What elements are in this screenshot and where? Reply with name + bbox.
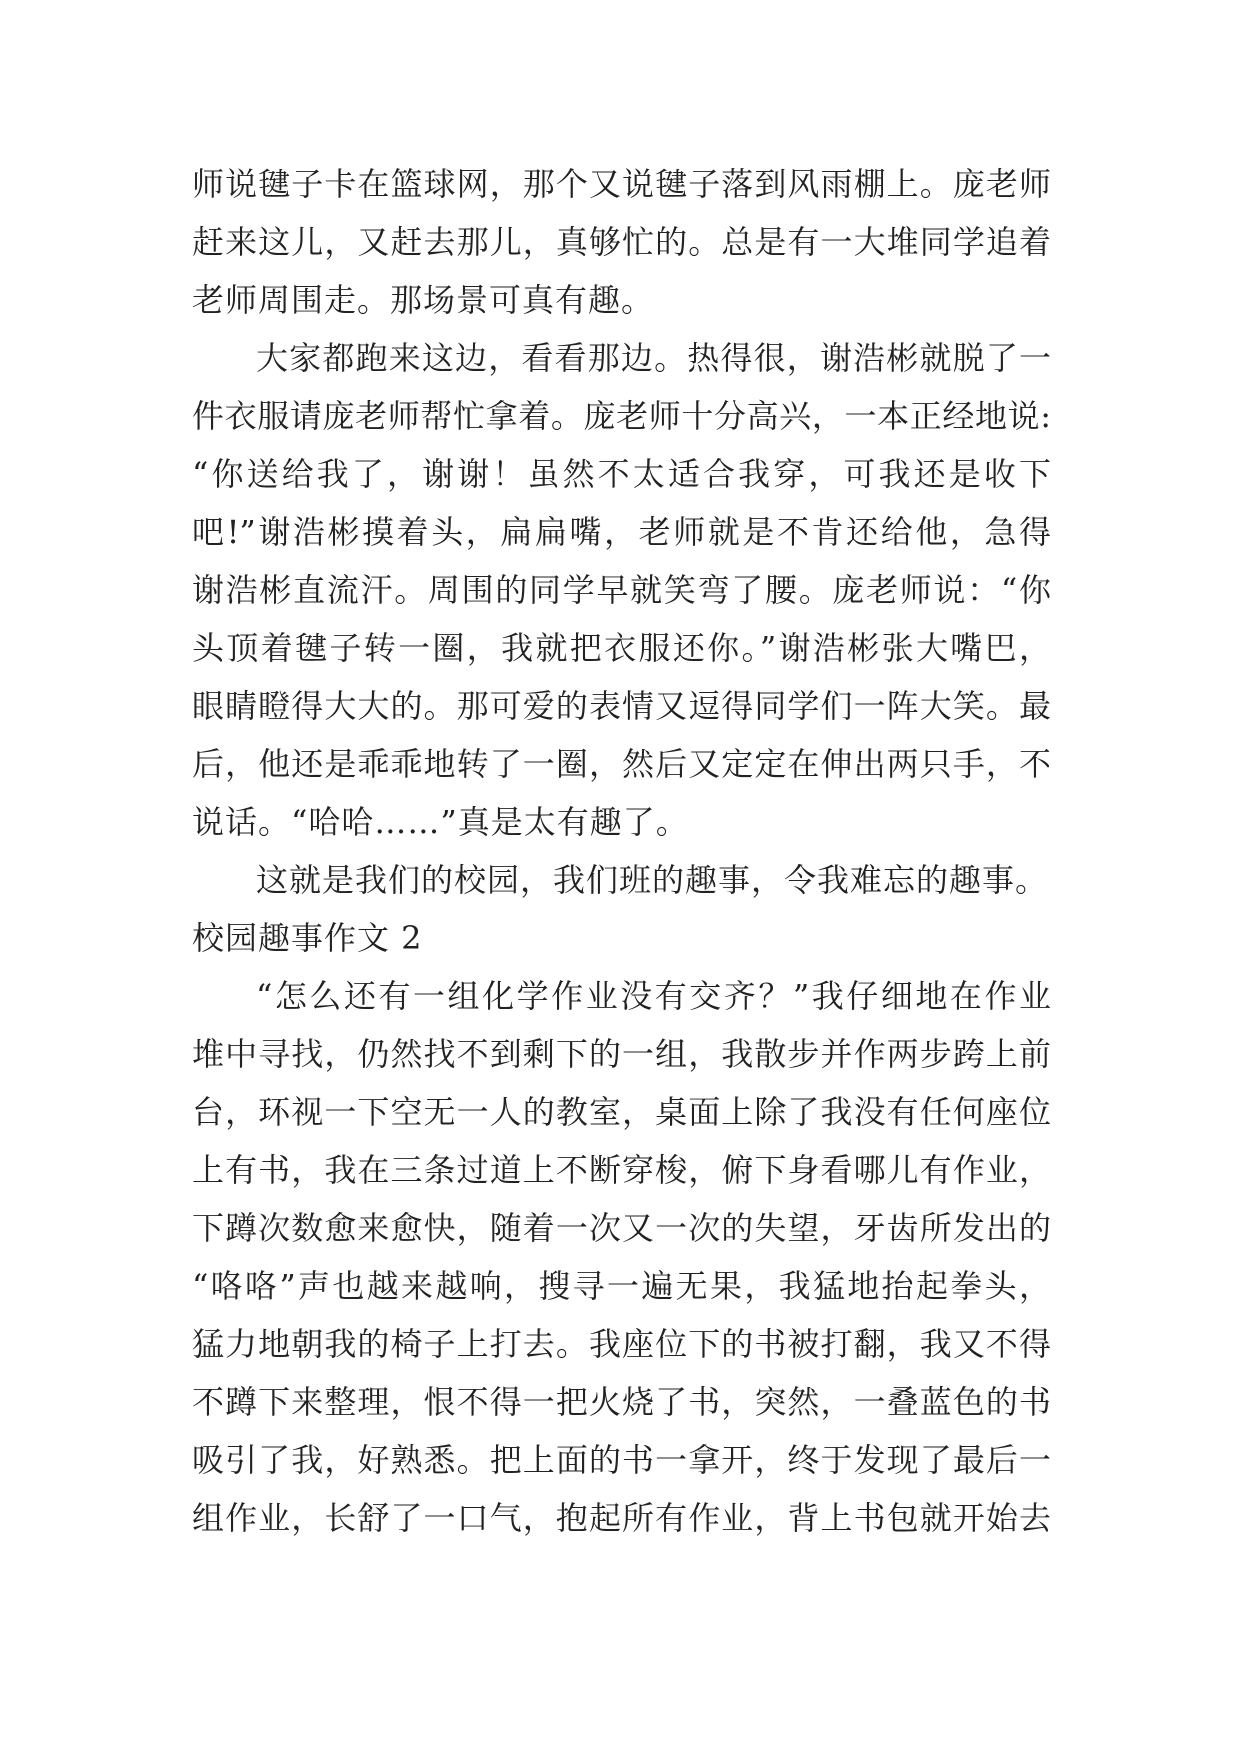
document-page xyxy=(192,155,1051,1547)
text-line: 大家都跑来这边，看看那边。热得很，谢浩彬就脱了一 xyxy=(256,339,1051,377)
text-line: 头顶着毽子转一圈，我就把衣服还你。”谢浩彬张大嘴巴， xyxy=(192,629,1051,667)
text-line: 师说毽子卡在篮球网，那个又说毽子落到风雨棚上。庞老师 xyxy=(192,165,1051,203)
text-line: 不蹲下来整理，恨不得一把火烧了书，突然，一叠蓝色的书 xyxy=(192,1383,1051,1421)
text-line: “咯咯”声也越来越响，搜寻一遍无果，我猛地抬起拳头， xyxy=(192,1267,1051,1305)
text-line: 赶来这儿，又赶去那儿，真够忙的。总是有一大堆同学追着 xyxy=(192,223,1051,261)
text-line: 眼睛瞪得大大的。那可爱的表情又逗得同学们一阵大笑。最 xyxy=(192,687,1051,725)
text-line: 堆中寻找，仍然找不到剩下的一组，我散步并作两步跨上前 xyxy=(192,1035,1051,1073)
text-line: 件衣服请庞老师帮忙拿着。庞老师十分高兴，一本正经地说: xyxy=(192,397,1051,435)
text-line: 吸引了我，好熟悉。把上面的书一拿开，终于发现了最后一 xyxy=(192,1441,1051,1479)
text-line: 后，他还是乖乖地转了一圈，然后又定定在伸出两只手，不 xyxy=(192,745,1051,783)
text-line: 上有书，我在三条过道上不断穿梭，俯下身看哪儿有作业， xyxy=(192,1151,1051,1189)
text-line: 老师周围走。那场景可真有趣。 xyxy=(192,281,655,319)
text-line: 这就是我们的校园，我们班的趣事，令我难忘的趣事。 xyxy=(256,861,1049,899)
paragraph xyxy=(192,851,1051,909)
text-line: “你送给我了，谢谢！虽然不太适合我穿，可我还是收下 xyxy=(192,455,1051,493)
paragraph xyxy=(192,967,1051,1547)
text-line: 猛力地朝我的椅子上打去。我座位下的书被打翻，我又不得 xyxy=(192,1325,1051,1363)
text-line: 台，环视一下空无一人的教室，桌面上除了我没有任何座位 xyxy=(192,1093,1051,1131)
paragraph xyxy=(192,155,1051,329)
section-heading: 校园趣事作文 2 xyxy=(192,919,423,957)
text-line: 吧!”谢浩彬摸着头，扁扁嘴，老师就是不肯还给他，急得 xyxy=(192,513,1051,551)
text-line: “怎么还有一组化学作业没有交齐？”我仔细地在作业 xyxy=(256,977,1051,1015)
text-line: 组作业，长舒了一口气，抱起所有作业，背上书包就开始去 xyxy=(192,1499,1051,1537)
text-line: 说话。“哈哈……”真是太有趣了。 xyxy=(192,803,689,841)
text-line: 谢浩彬直流汗。周围的同学早就笑弯了腰。庞老师说：“你 xyxy=(192,571,1051,609)
paragraph xyxy=(192,329,1051,851)
text-line: 下蹲次数愈来愈快，随着一次又一次的失望，牙齿所发出的 xyxy=(192,1209,1051,1247)
